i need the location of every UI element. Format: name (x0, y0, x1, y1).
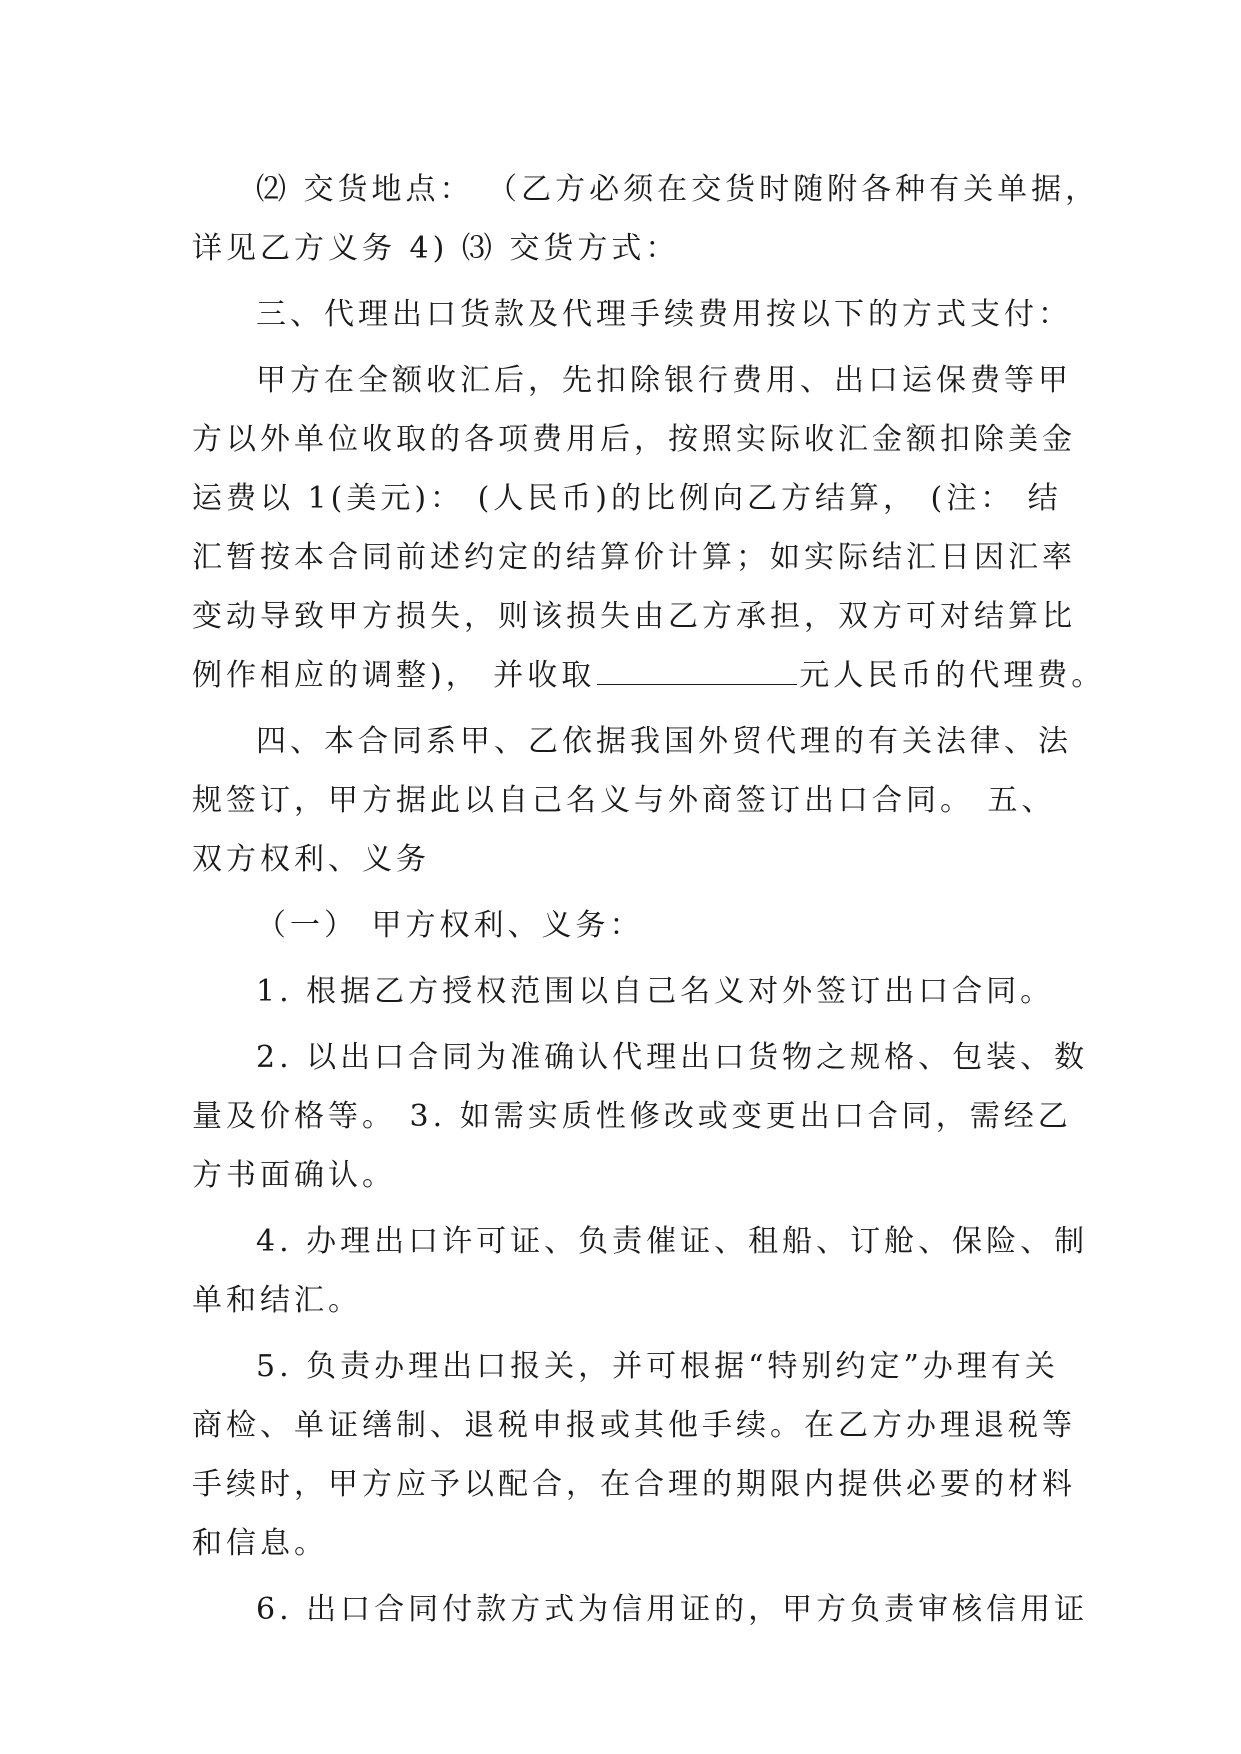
text-line: 四、本合同系甲、乙依据我国外贸代理的有关法律、法 (256, 724, 1072, 759)
fill-in-blank (597, 646, 797, 685)
text-line: 和信息。 (192, 1526, 328, 1561)
text-line: （一） 甲方权利、义务： (256, 908, 644, 943)
text-line: 商检、单证缮制、退税申报或其他手续。在乙方办理退税等 (192, 1408, 1076, 1443)
text-segment: 例作相应的调整)， 并收取 (192, 658, 596, 693)
text-line: 变动导致甲方损失，则该损失由乙方承担，双方可对结算比 (192, 599, 1076, 634)
text-segment: 元人民币的代理费。 (799, 658, 1106, 693)
text-line: 单和结汇。 (192, 1283, 362, 1318)
text-line: 量及价格等。 3. 如需实质性修改或变更出口合同，需经乙 (192, 1099, 1072, 1134)
text-line: 1. 根据乙方授权范围以自己名义对外签订出口合同。 (256, 974, 1055, 1009)
text-line: 2. 以出口合同为准确认代理出口货物之规格、包装、数 (256, 1040, 1089, 1075)
text-line: 三、代理出口货款及代理手续费用按以下的方式支付： (256, 297, 1072, 332)
text-line: 手续时，甲方应予以配合，在合理的期限内提供必要的材料 (192, 1467, 1076, 1502)
text-line: 6. 出口合同付款方式为信用证的，甲方负责审核信用证 (256, 1592, 1089, 1627)
text-line: 方书面确认。 (192, 1158, 396, 1193)
text-line: ⑵ 交货地点： （乙方必须在交货时随附各种有关单据， (256, 172, 1100, 207)
text-line: 详见乙方义务 4) ⑶ 交货方式： (192, 231, 680, 266)
text-line: 汇暂按本合同前述约定的结算价计算；如实际结汇日因汇率 (192, 540, 1076, 575)
text-line: 4. 办理出口许可证、负责催证、租船、订舱、保险、制 (256, 1224, 1089, 1259)
text-line: 5. 负责办理出口报关，并可根据“特别约定”办理有关 (256, 1349, 1059, 1384)
text-line: 规签订，甲方据此以自己名义与外商签订出口合同。 五、 (192, 783, 1056, 818)
text-line: 方以外单位收取的各项费用后，按照实际收汇金额扣除美金 (192, 422, 1076, 457)
text-line (192, 646, 1106, 705)
text-line: 甲方在全额收汇后，先扣除银行费用、出口运保费等甲 (256, 363, 1072, 398)
text-line: 双方权利、义务 (192, 842, 430, 877)
text-line: 运费以 1(美元)： (人民币)的比例向乙方结算， (注： 结 (192, 481, 1062, 516)
document-body (192, 160, 1106, 1639)
